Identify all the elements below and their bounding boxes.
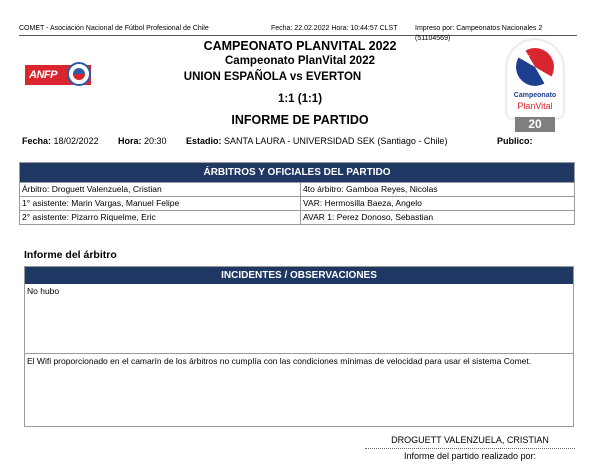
print-datetime: Fecha: 22.02.2022 Hora: 10:44:57 CLST [271, 25, 398, 32]
org-name: COMET - Asociación Nacional de Fútbol Profesional de Chile [19, 25, 209, 32]
planvital-line1: Campeonato [513, 92, 557, 99]
table-row [20, 183, 575, 197]
official-cell: Árbitro: Droguett Valenzuela, Cristian [20, 183, 301, 197]
signature-line [365, 448, 575, 449]
table-row [20, 211, 575, 225]
official-cell: 1° asistente: Marin Vargas, Manuel Felipe [20, 197, 301, 211]
anfp-logo-text: ANFP [29, 69, 57, 81]
incident-entry: No hubo [27, 286, 60, 296]
planvital-logo [507, 40, 563, 118]
official-cell: AVAR 1: Perez Donoso, Sebastian [301, 211, 575, 225]
match-time: Hora: 20:30 [118, 136, 167, 146]
print-header-bar [19, 24, 577, 42]
championship-title: CAMPEONATO PLANVITAL 2022 [203, 39, 397, 53]
report-title: INFORME DE PARTIDO [231, 113, 369, 127]
referee-report-label: Informe del árbitro [24, 249, 117, 261]
match-stadium: Estadio: SANTA LAURA - UNIVERSIDAD SEK (Santiago - Chile) [186, 136, 448, 146]
incidents-table [24, 266, 574, 427]
officials-table-title: ÁRBITROS Y OFICIALES DEL PARTIDO [20, 163, 575, 183]
officials-table [19, 162, 575, 225]
competition-name: Campeonato PlanVital 2022 [225, 55, 375, 67]
signature-name: DROGUETT VALENZUELA, CRISTIAN [391, 435, 549, 445]
official-cell: 2° asistente: Pizarro Riquelme, Eric [20, 211, 301, 225]
incident-entry: El Wifi proporcionado en el camarín de los árbitros no cumplía con las condiciones mínimas de velocidad para usar el sistema Comet. [25, 353, 573, 426]
ball-icon: ★ [516, 48, 554, 86]
incidents-table-title: INCIDENTES / OBSERVACIONES [25, 267, 573, 284]
matchday-badge: 20 [515, 117, 555, 132]
printed-by: Impreso por: Campeonatos Nacionales 2 (51104569) [415, 25, 543, 42]
official-cell: 4to árbitro: Gamboa Reyes, Nicolas [301, 183, 575, 197]
planvital-line2: PlanVital [517, 101, 553, 111]
table-row [20, 197, 575, 211]
official-cell: VAR: Hermosilla Baeza, Angelo [301, 197, 575, 211]
match-teams: UNION ESPAÑOLA vs EVERTON [183, 71, 362, 83]
match-date: Fecha: 18/02/2022 [22, 136, 99, 146]
match-score: 1:1 (1:1) [277, 93, 323, 105]
signature-caption: Informe del partido realizado por: [403, 451, 537, 461]
match-public: Publico: [497, 136, 533, 146]
